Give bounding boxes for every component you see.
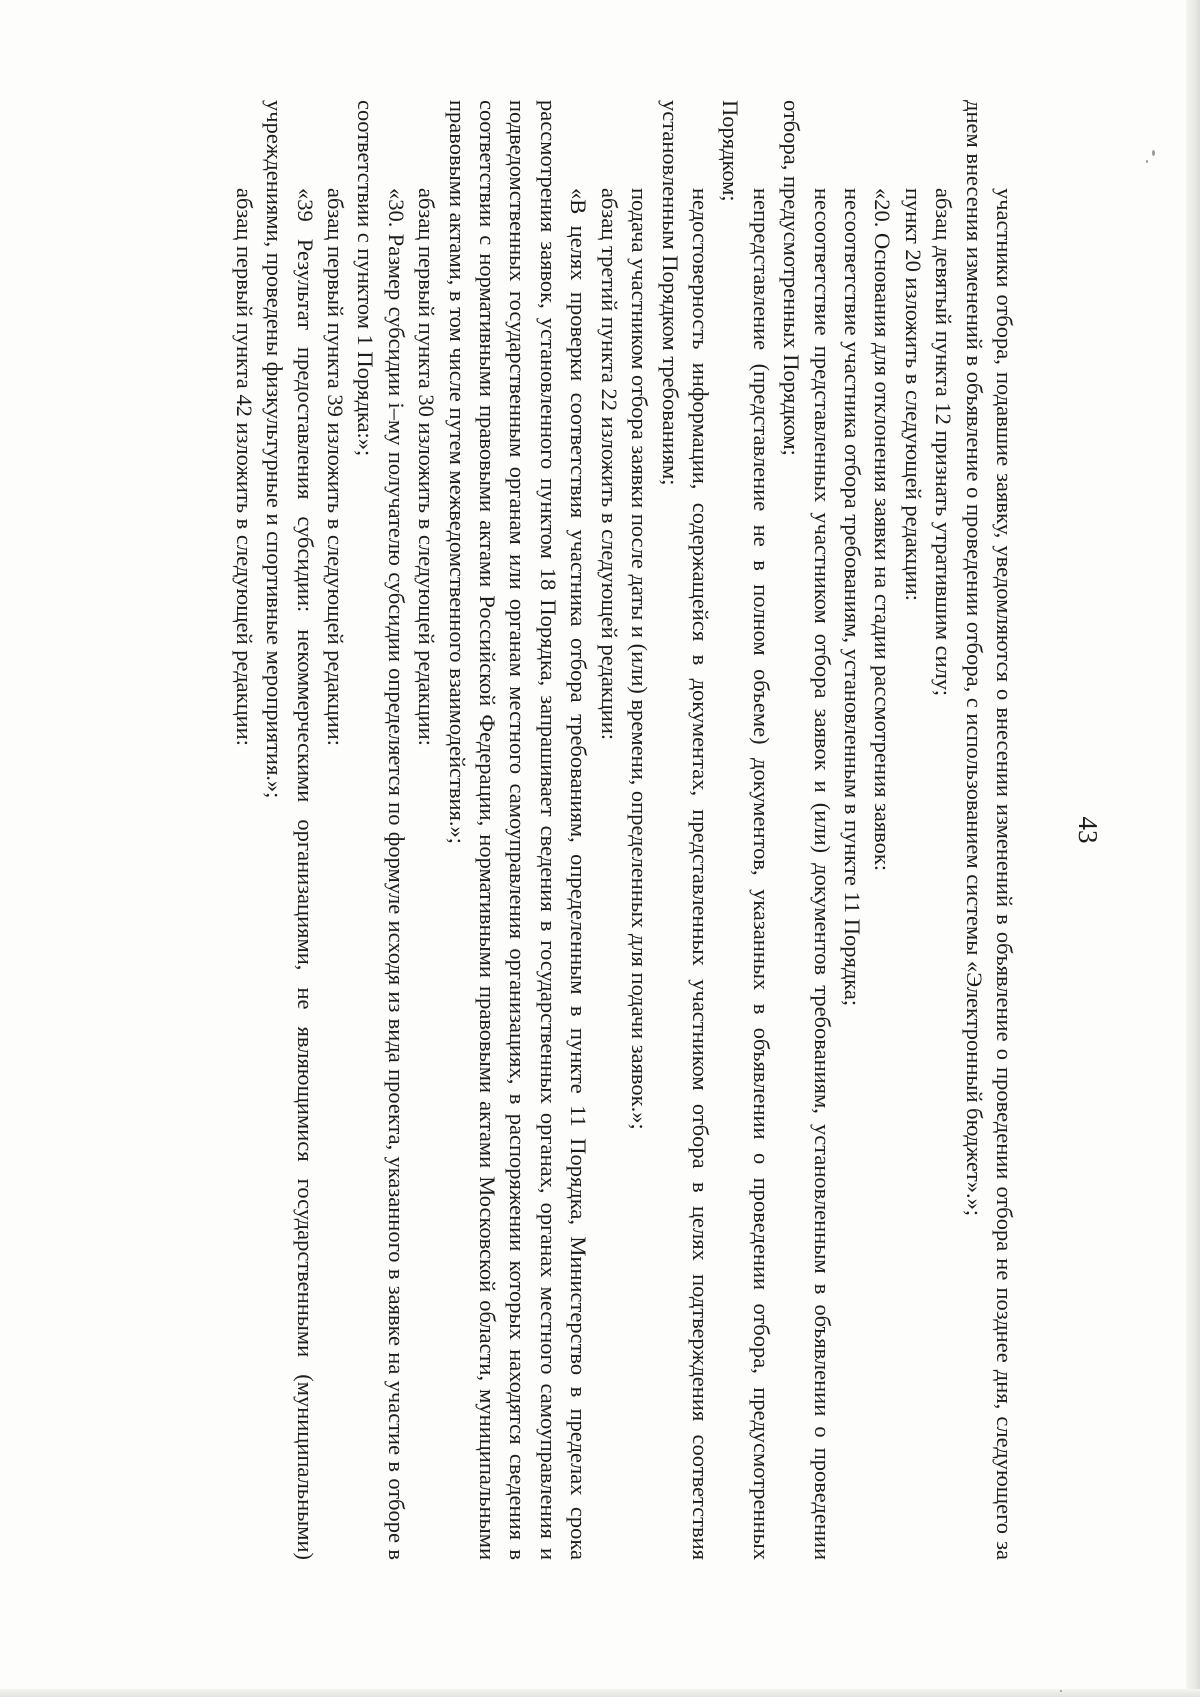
scan-speck bbox=[1146, 160, 1148, 163]
paragraph: пункт 20 изложить в следующей редакции: bbox=[900, 188, 926, 602]
paragraph: абзац первый пункта 42 изложить в следующей редакции: bbox=[231, 188, 257, 746]
paragraph: «39 Результат предоставления субсидии: некоммерческими организациями, не являющимися государственными (муниципальными) учреждениями, проведены физкультурные и спортивные мероприятия.»; bbox=[262, 100, 318, 1560]
paragraph: «В целях проверки соответствия участника отбора требованиям, определенным в пункте 11 Порядка, Министерство в пределах срока рассмотрения заявок, установленного пунктом 18 Порядка, запрашивает сведения в государственных органах, органах местного самоуправления и подведомственных государственным органам или органам местного самоуправления организациях, в распоряжении которых находятся сведения в соответствии с нормативными правовыми актами Российской Федерации, нормативными правовыми актами Московской области, муниципальными правовыми актами, в том числе путем межведомственного взаимодействия.»; bbox=[444, 100, 592, 1560]
paragraph: подача участником отбора заявки после даты и (или) времени, определенных для подачи заявок.»; bbox=[627, 188, 653, 1130]
page-number: 43 bbox=[1073, 816, 1103, 844]
paragraph: «30. Размер субсидии i–му получателю субсидии определяется по формуле исходя из вида проекта, указанного в заявке на участие в отборе в соответствии с пунктом 1 Порядка:»; bbox=[353, 100, 409, 1560]
scan-speck bbox=[1152, 150, 1155, 156]
scan-edge-bottom bbox=[0, 1689, 1200, 1697]
paragraph: «20. Основания для отклонения заявки на стадии рассмотрения заявок: bbox=[870, 188, 896, 872]
paragraph: недостоверность информации, содержащейся в документах, представленных участником отбора в целях подтверждения соответствия установленным Порядком требованиям; bbox=[657, 100, 713, 1560]
paragraph: несоответствие представленных участником отбора заявок и (или) документов требованиям, установленным в объявлении о проведении отбора, предусмотренных Порядком; bbox=[779, 100, 835, 1560]
rotated-content bbox=[105, 100, 1105, 1560]
scan-speck bbox=[1060, 1690, 1062, 1692]
paragraph: абзац первый пункта 39 изложить в следующей редакции: bbox=[323, 188, 349, 746]
paragraph: абзац первый пункта 30 изложить в следующей редакции: bbox=[414, 188, 440, 746]
paragraph: непредставление (представление не в полном объеме) документов, указанных в объявлении о проведении отбора, предусмотренных Порядком; bbox=[718, 100, 774, 1560]
paragraph: абзац девятый пункта 12 признать утратившим силу; bbox=[931, 188, 957, 697]
paragraph: участники отбора, подавшие заявку, уведомляются о внесении изменений в объявление о проведении отбора не позднее дня, следующего за днем внесения изменений в объявление о проведении отбора, с использованием системы «Электронный бюджет».»; bbox=[961, 100, 1017, 1560]
body-text bbox=[228, 100, 1019, 1560]
paragraph: абзац третий пункта 22 изложить в следующей редакции: bbox=[596, 188, 622, 741]
paragraph: несоответствие участника отбора требованиям, установленным в пункте 11 Порядка; bbox=[839, 188, 865, 1007]
scan-edge-right bbox=[1186, 0, 1200, 1697]
